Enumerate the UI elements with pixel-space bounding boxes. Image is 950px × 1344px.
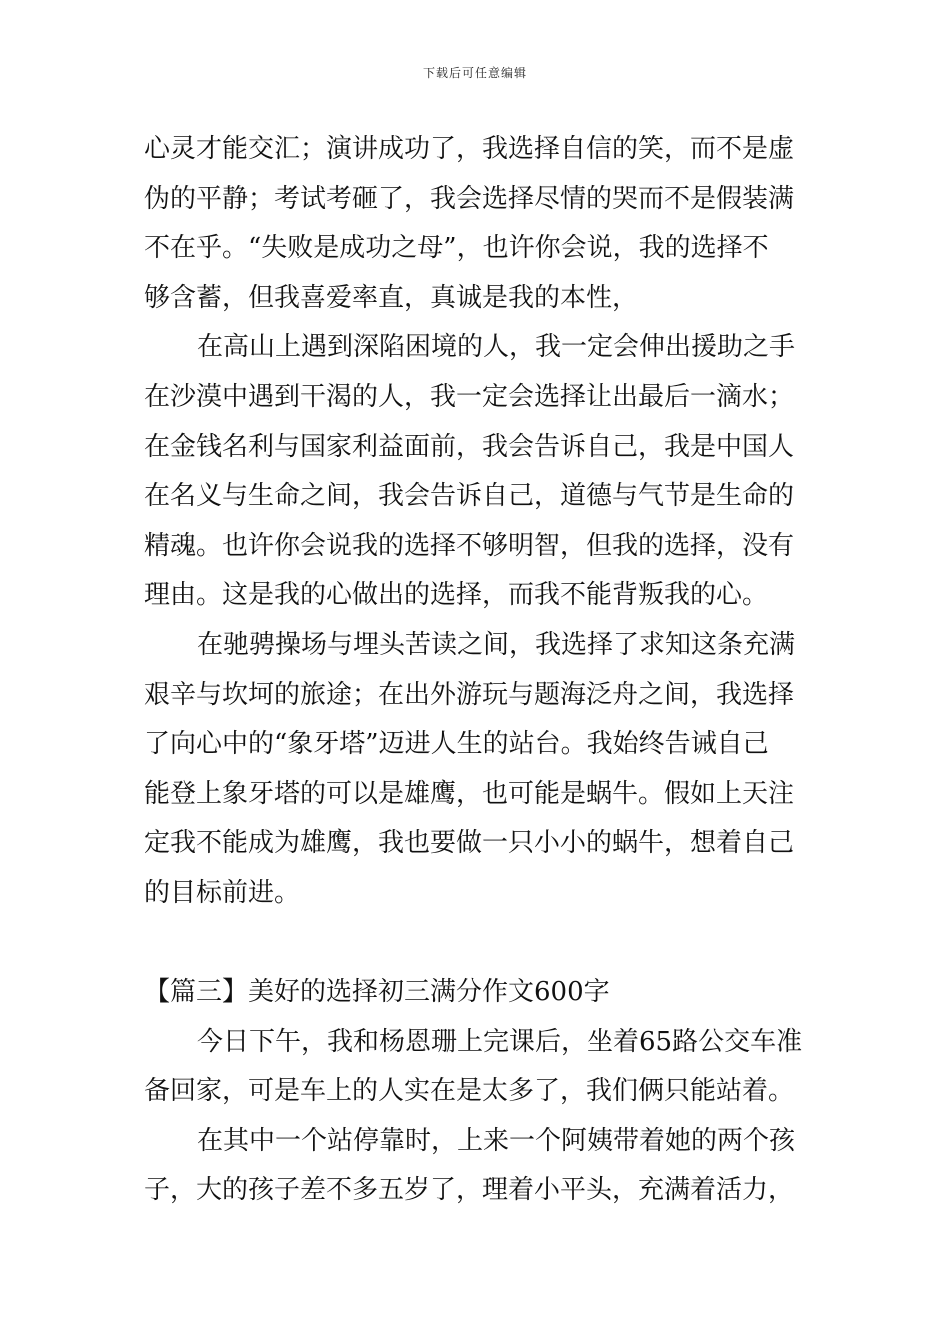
paragraph: [144, 1018, 809, 1117]
section-title: 【篇三】美好的选择初三满分作文600字: [144, 977, 610, 1008]
text-line: 子，大的孩子差不多五岁了，理着小平头，充满着活力，: [144, 1175, 795, 1206]
text-line: 备回家，可是车上的人实在是太多了，我们俩只能站着。: [144, 1076, 795, 1107]
paragraph: [144, 1117, 809, 1216]
text-line: 在沙漠中遇到干渴的人，我一定会选择让出最后一滴水；: [144, 381, 795, 412]
text-line: 在其中一个站停靠时，上来一个阿姨带着她的两个孩: [197, 1125, 796, 1156]
text-line: 了向心中的“象牙塔”迈进人生的站台。我始终告诫自己: [144, 729, 769, 760]
text-line: 在名义与生命之间，我会告诉自己，道德与气节是生命的: [144, 481, 795, 512]
text-line: 心灵才能交汇；演讲成功了，我选择自信的笑，而不是虚: [144, 134, 795, 164]
text-line: 理由。这是我的心做出的选择，而我不能背叛我的心。: [144, 580, 769, 611]
page-header-note: 下载后可任意编辑: [422, 66, 527, 80]
text-line: 不在乎。“失败是成功之母”，也许你会说，我的选择不: [144, 233, 769, 264]
text-line: 能登上象牙塔的可以是雄鹰，也可能是蜗牛。假如上天注: [144, 778, 795, 809]
text-line: 今日下午，我和杨恩珊上完课后，坐着65路公交车准: [197, 1026, 803, 1057]
text-line: 够含蓄，但我喜爱率直，真诚是我的本性，: [144, 282, 639, 313]
text-line: 在驰骋操场与埋头苦读之间，我选择了求知这条充满: [197, 629, 796, 660]
text-line: 在高山上遇到深陷困境的人，我一定会伸出援助之手: [197, 332, 796, 363]
document-body: [144, 125, 809, 1216]
text-line: 伪的平静；考试考砸了，我会选择尽情的哭而不是假装满: [144, 183, 795, 214]
paragraph: [144, 125, 809, 323]
paragraph: [144, 323, 809, 621]
text-line: 在金钱名利与国家利益面前，我会告诉自己，我是中国人: [144, 431, 795, 462]
paragraph: [144, 621, 809, 919]
text-line: 精魂。也许你会说我的选择不够明智，但我的选择，没有: [144, 530, 795, 561]
text-line: 定我不能成为雄鹰，我也要做一只小小的蜗牛，想着自己: [144, 828, 795, 859]
blank-line: [144, 919, 809, 969]
section-three: [144, 968, 809, 1216]
text-line: 的目标前进。: [144, 877, 301, 908]
text-line: 艰辛与坎坷的旅途；在出外游玩与题海泛舟之间，我选择: [144, 679, 795, 710]
